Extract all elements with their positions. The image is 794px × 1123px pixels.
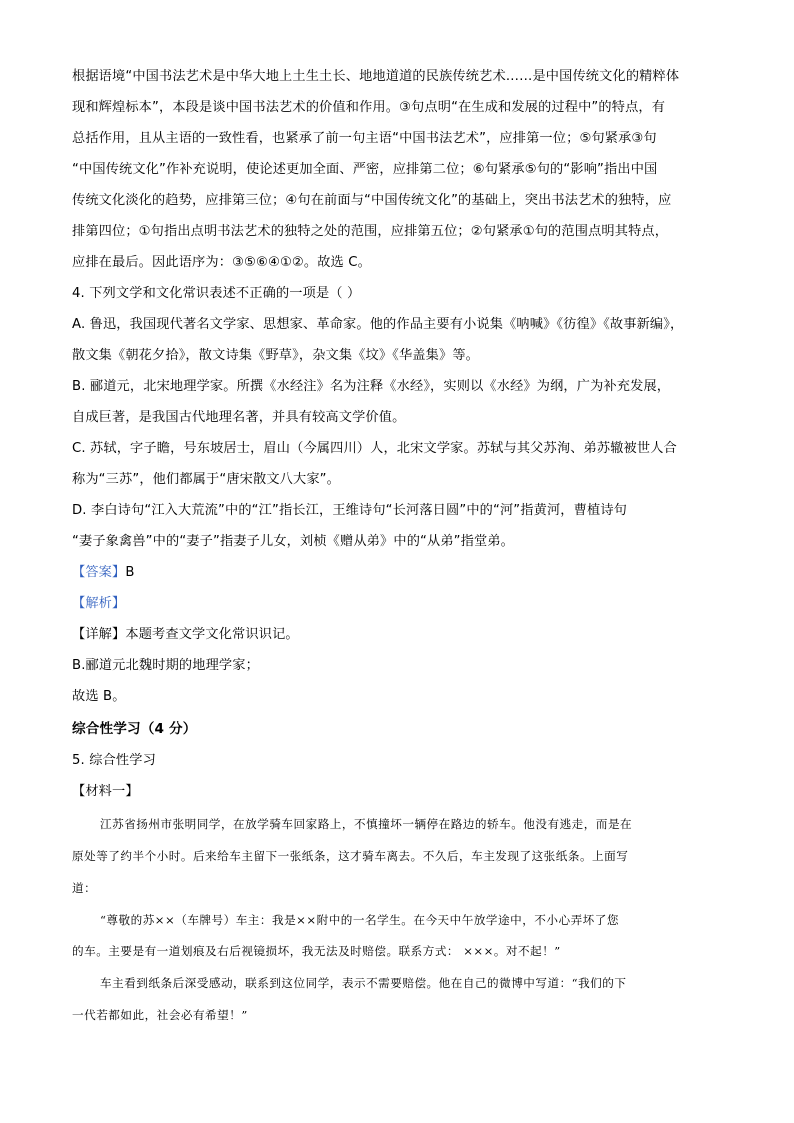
option-a-line-1: A. 鲁迅，我国现代著名文学家、思想家、革命家。他的作品主要有小说集《呐喊》《彷徨》《故事新编》，: [72, 317, 684, 332]
material-line: 原处等了约半个小时。后来给车主留下一张纸条，这才骑车离去。不久后，车主发现了这张纸条。上面写: [72, 849, 629, 863]
analysis-line: 应排在最后。因此语序为：③⑤⑥④①②。故选 C。: [72, 255, 371, 270]
detail-text: 本题考查文学文化常识识记。: [125, 627, 299, 642]
analysis-line: 根据语境“中国书法艺术是中华大地上土生土长、地地道道的民族传统艺术……是中国传统文化的精粹体: [72, 69, 680, 84]
material-line: 道：: [72, 881, 97, 895]
conclusion-line: 故选 B。: [72, 689, 126, 704]
detail-row: [72, 626, 732, 644]
option-d-line-1: D. 李白诗句“江入大荒流”中的“江”指长江，王维诗句“长河落日圆”中的“河”指黄河，曹植诗句: [72, 503, 627, 518]
detail-tag: 【详解】: [72, 627, 126, 642]
explanation-line: B.郦道元北魏时期的地理学家；: [72, 658, 259, 673]
option-c-line-2: 称为“三苏”，他们都属于“唐宋散文八大家”。: [72, 472, 341, 487]
option-b-line-1: B. 郦道元，北宋地理学家。所撰《水经注》名为注释《水经》，实则以《水经》为纲，广为补充发展，: [72, 379, 671, 394]
material-line: 一代若都如此，社会必有希望！”: [72, 1008, 248, 1022]
question-5-stem: 5. 综合性学习: [72, 753, 156, 768]
material-line: 车主看到纸条后深受感动，联系到这位同学，表示不需要赔偿。他在自己的微博中写道：“我们的下: [100, 976, 627, 990]
material-tag: 【材料一】: [72, 784, 139, 799]
option-d-line-2: “妻子象禽兽”中的“妻子”指妻子儿女，刘桢《赠从弟》中的“从弟”指堂弟。: [72, 534, 515, 549]
option-c-line-1: C. 苏轼，字子瞻，号东坡居士，眉山（今属四川）人，北宋文学家。苏轼与其父苏洵、弟苏辙被世人合: [72, 441, 677, 456]
note-line: “尊敬的苏××（车牌号）车主：我是××附中的一名学生。在今天中午放学途中，不小心弄坏了您: [100, 913, 619, 927]
option-b-line-2: 自成巨著，是我国古代地理名著，并具有较高文学价值。: [72, 410, 406, 425]
analysis-line: 总括作用，且从主语的一致性看，也紧承了前一句主语“中国书法艺术”，应排第一位；⑤句紧承③句: [72, 131, 657, 146]
analysis-line: 排第四位；①句指出点明书法艺术的独特之处的范围，应排第五位；②句紧承①句的范围点明其特点，: [72, 224, 669, 239]
analysis-row: [72, 595, 732, 613]
question-4-stem: 4. 下列文学和文化常识表述不正确的一项是（ ）: [72, 286, 361, 301]
option-a-line-2: 散文集《朝花夕拾》，散文诗集《野草》，杂文集《坟》《华盖集》等。: [72, 348, 479, 363]
material-line: 江苏省扬州市张明同学，在放学骑车回家路上，不慎撞坏一辆停在路边的轿车。他没有逃走，而是在: [100, 817, 633, 831]
answer-tag: 【答案】: [72, 565, 126, 580]
answer-row: [72, 564, 732, 582]
answer-value: B: [125, 565, 135, 580]
analysis-line: 现和辉煌标本”，本段是谈中国书法艺术的价值和作用。③句点明“在生成和发展的过程中”的特点，有: [72, 100, 666, 115]
analysis-tag: 【解析】: [72, 596, 126, 611]
analysis-line: “中国传统文化”作补充说明，使论述更加全面、严密，应排第二位；⑥句紧承⑤句的“影响”指出中国: [72, 162, 658, 177]
analysis-line: 传统文化淡化的趋势，应排第三位；④句在前面与“中国传统文化”的基础上，突出书法艺术的独特，应: [72, 193, 672, 208]
note-line: 的车。主要是有一道划痕及右后视镜损坏，我无法及时赔偿。联系方式： ×××。对不起！”: [72, 944, 561, 958]
section-heading: 综合性学习（4 分）: [72, 721, 197, 737]
